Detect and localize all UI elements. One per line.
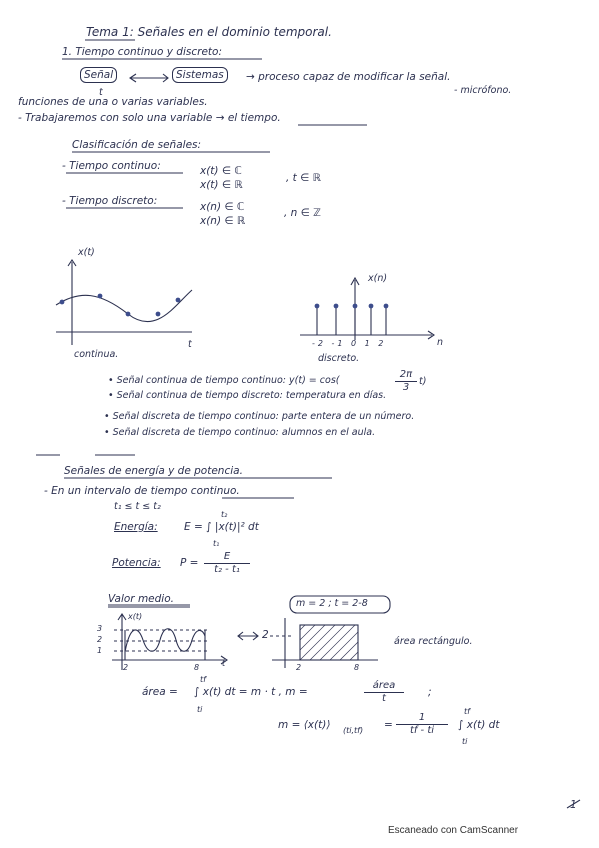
bullet-2: • Señal continua de tiempo discreto: temperatura en días. — [108, 390, 387, 401]
m-lower: ti — [462, 737, 468, 746]
continuous-ylabel: x(t) — [78, 247, 95, 258]
mean-t-label: t — [222, 659, 226, 668]
cos-tail: t) — [419, 376, 427, 387]
mean-graph-ylabel: x(t) — [128, 612, 143, 621]
mean-heading: Valor medio. — [108, 593, 174, 605]
area-frac-den: t — [382, 692, 386, 704]
signal-label: Señal — [80, 67, 117, 83]
m-frac-den: tf - ti — [409, 724, 435, 736]
bullet-3: • Señal discreta de tiempo continuo: parte entera de un número. — [104, 411, 415, 422]
continuous-eq2: x(t) ∈ ℝ — [200, 179, 243, 191]
work-line: - Trabajaremos con solo una variable → el tiempo. — [18, 112, 281, 124]
page-number: 1 — [570, 799, 577, 811]
cos-fraction-den: 3 — [402, 381, 410, 393]
energy-upper: t₂ — [221, 510, 228, 519]
continuous-eq1: x(t) ∈ ℂ — [200, 165, 242, 177]
discrete-ylabel: x(n) — [368, 273, 388, 284]
systems-box — [172, 70, 228, 81]
power-equation: P = — [180, 557, 199, 569]
discrete-caption: discreto. — [318, 353, 360, 364]
m-subscript: (ti,tf) — [343, 726, 364, 735]
area-fraction — [364, 680, 404, 704]
mean-ytick-3: 3 — [97, 624, 103, 633]
continuous-caption: continua. — [74, 349, 119, 360]
power-num: E — [204, 551, 250, 564]
discrete-eq2: x(n) ∈ ℝ — [200, 215, 246, 227]
energy-label: Energía: — [114, 521, 158, 533]
semicolon: ; — [428, 686, 432, 698]
microphone-note: - micrófono. — [454, 85, 512, 96]
continuous-label: - Tiempo continuo: — [62, 160, 161, 172]
power-label: Potencia: — [112, 557, 161, 569]
cos-fraction-num: 2π — [395, 369, 417, 382]
m-upper: tf — [464, 707, 470, 716]
signal-t: t — [99, 87, 103, 98]
rect-x-2: 2 — [296, 663, 302, 672]
mean-xtick-8: 8 — [194, 663, 200, 672]
scanner-footer: Escaneado con CamScanner — [388, 825, 519, 836]
mean-ytick-2: 2 — [97, 635, 103, 644]
energy-heading: Señales de energía y de potencia. — [64, 465, 243, 477]
discrete-xlabel: n — [437, 337, 444, 348]
boxed-m: m = 2 ; t = 2-8 — [296, 598, 368, 609]
continuous-domain: , t ∈ ℝ — [286, 172, 321, 184]
area-label: área rectángulo. — [394, 636, 473, 647]
area-upper: tf — [200, 675, 206, 684]
continuous-xlabel: t — [188, 339, 192, 350]
rect-y-label: 2 — [262, 629, 269, 641]
discrete-ticks: -2 -1 0 1 2 — [312, 339, 387, 348]
section-heading: 1. Tiempo continuo y discreto: — [62, 46, 222, 58]
discrete-eq1: x(n) ∈ ℂ — [200, 201, 245, 213]
mean-ytick-1: 1 — [97, 646, 103, 655]
m-frac-num: 1 — [396, 712, 448, 725]
area-integral: ∫ x(t) dt = m · t , m = — [194, 686, 308, 698]
systems-description: → proceso capaz de modificar la señal. — [246, 71, 451, 83]
bullet-1: • Señal continua de tiempo continuo: y(t) = cos( — [108, 375, 340, 386]
area-frac-num: área — [364, 680, 404, 693]
mean-xtick-2: 2 — [123, 663, 129, 672]
functions-line: funciones de una o varias variables. — [18, 96, 208, 108]
energy-lower: t₁ — [213, 539, 220, 548]
area-lower: ti — [197, 705, 203, 714]
area-equation: área = — [142, 686, 178, 698]
page-title: Tema 1: Señales en el dominio temporal. — [86, 25, 332, 39]
interval-condition: t₁ ≤ t ≤ t₂ — [114, 501, 161, 512]
classification-heading: Clasificación de señales: — [72, 139, 202, 151]
discrete-domain: , n ∈ ℤ — [284, 207, 321, 219]
interval-line: - En un intervalo de tiempo continuo. — [44, 485, 240, 497]
energy-equation: E = ∫ |x(t)|² dt — [184, 521, 259, 533]
m-equation: m = ⟨x(t)⟩ — [278, 719, 331, 731]
m-integral: ∫ x(t) dt — [458, 719, 500, 731]
m-equals: = — [384, 719, 393, 731]
systems-label: Sistemas — [172, 67, 228, 83]
bullet-4: • Señal discreta de tiempo continuo: alumnos en el aula. — [104, 427, 376, 438]
power-fraction — [204, 551, 250, 575]
discrete-label: - Tiempo discreto: — [62, 195, 158, 207]
cos-fraction — [395, 369, 417, 393]
power-den: t₂ - t₁ — [214, 563, 240, 575]
m-fraction — [396, 712, 448, 736]
rect-x-8: 8 — [354, 663, 360, 672]
signal-box — [80, 70, 117, 81]
